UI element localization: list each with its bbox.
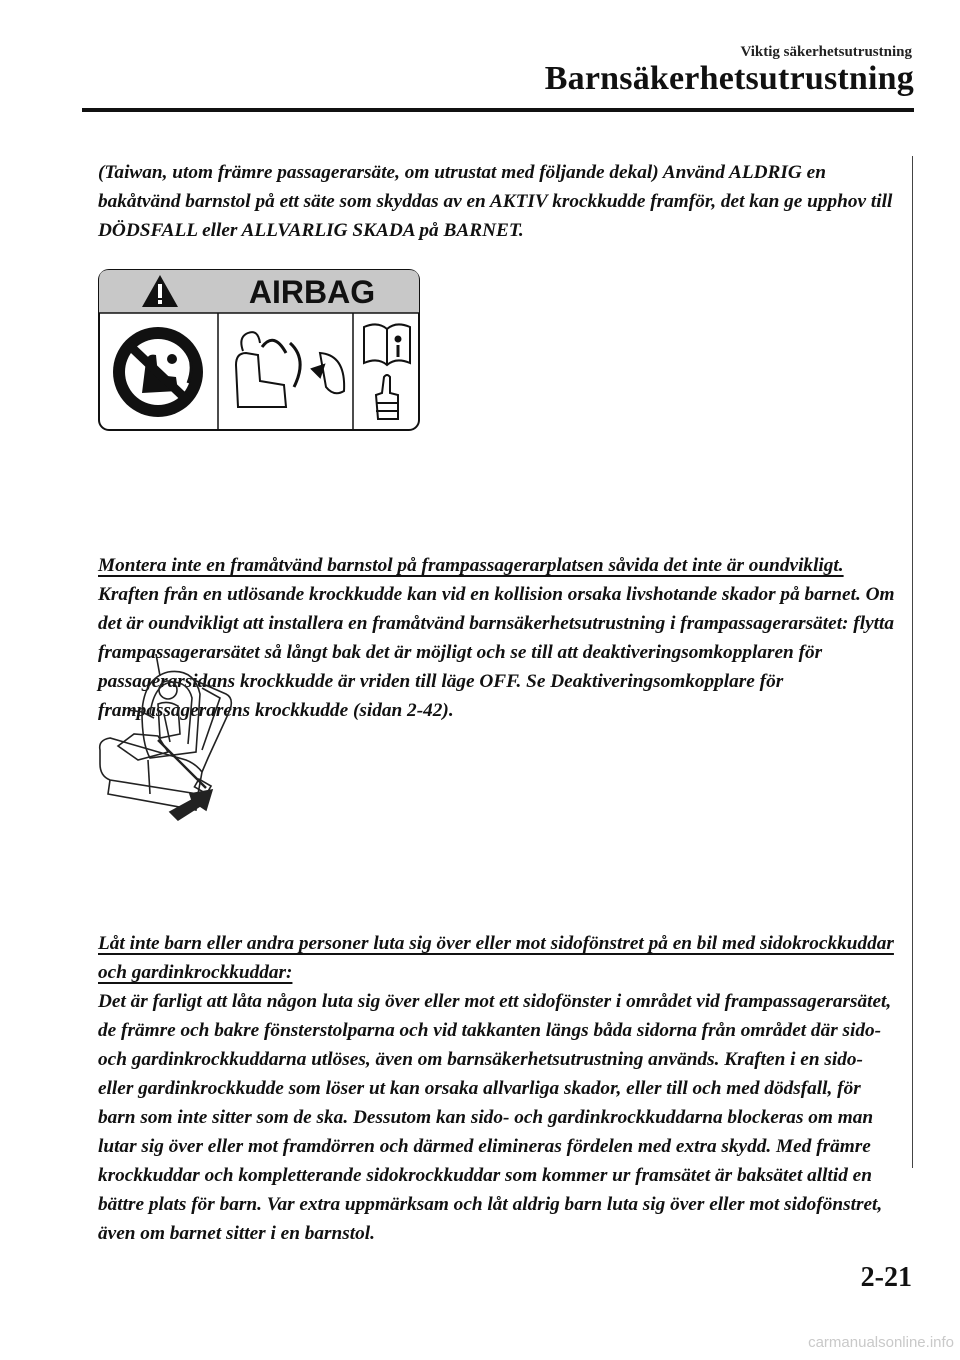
side-window-heading: Låt inte barn eller andra personer luta sig över eller mot sidofönstret på en bil med sidokrockkuddar och gardinkrockkuddar: bbox=[98, 933, 894, 983]
side-window-body: Det är farligt att låta någon luta sig över eller mot ett sidofönster i området vid frampassagerarsätet, de främre och bakre fönsterstolparna och vid takkanten längs båda sidorna från området där sido- och gardinkrockkuddarna utlöses, även om barnsäkerhetsutrustning används. Kraften i en sido- eller gardinkrockkudde som löser ut kan orsaka allvarliga skador, eller till och med dödsfall, för barn som inte sitter som de ska. Dessutom kan sido- och gardinkrockkuddarna blockeras om man lutar sig över eller mot framdörren och därmed elimineras fördelen med extra skydd. Med främre krockkuddar och kompletterande sidokrockkuddar som kommer ur framsätet är baksätet alltid en bättre plats för barn. Var extra uppmärksam och låt aldrig barn luta sig över eller mot sidofönstret, även om barnet sitter i en barnstol. bbox=[98, 991, 892, 1244]
page-number: 2-21 bbox=[860, 1262, 912, 1293]
section-label: Viktig säkerhetsutrustning bbox=[740, 44, 912, 60]
side-window-warning bbox=[98, 929, 898, 1248]
forward-seat-body: Kraften från en utlösande krockkudde kan vid en kollision orsaka livshotande skador på barnet. Om det är oundvikligt att installera en framåtvänd barnsäkerhetsutrustning i frampassagerarsätet: flytta frampassagerarsätet så långt bak det är möjligt och se till att deaktiveringsomkopplaren för passagerarsidans krockkudde är vriden till läge OFF. Se Deaktiveringsomkopplare för frampassagerarens krockkudde (sidan 2-42). bbox=[98, 584, 895, 721]
page-title: Barnsäkerhetsutrustning bbox=[544, 60, 914, 97]
warning-side-rule bbox=[912, 156, 913, 1168]
no-rear-facing-seat-icon bbox=[113, 327, 203, 417]
airbag-label-text: AIRBAG bbox=[248, 274, 376, 310]
forward-child-seat-illustration bbox=[98, 654, 238, 822]
header-rule bbox=[82, 108, 914, 112]
taiwan-warning-text: (Taiwan, utom främre passagerarsäte, om utrustat med följande dekal) Använd ALDRIG en bakåtvänd barnstol på ett säte som skyddas av en AKTIV krockkudde framför, det kan ge upphov till DÖDSFALL eller ALLVARLIG SKADA på BARNET. bbox=[98, 162, 893, 241]
forward-seat-heading: Montera inte en framåtvänd barnstol på frampassagerarplatsen såvida det inte är oundvikligt. bbox=[98, 555, 844, 576]
airbag-warning-label bbox=[98, 269, 420, 431]
watermark: carmanualsonline.info bbox=[808, 1334, 954, 1351]
